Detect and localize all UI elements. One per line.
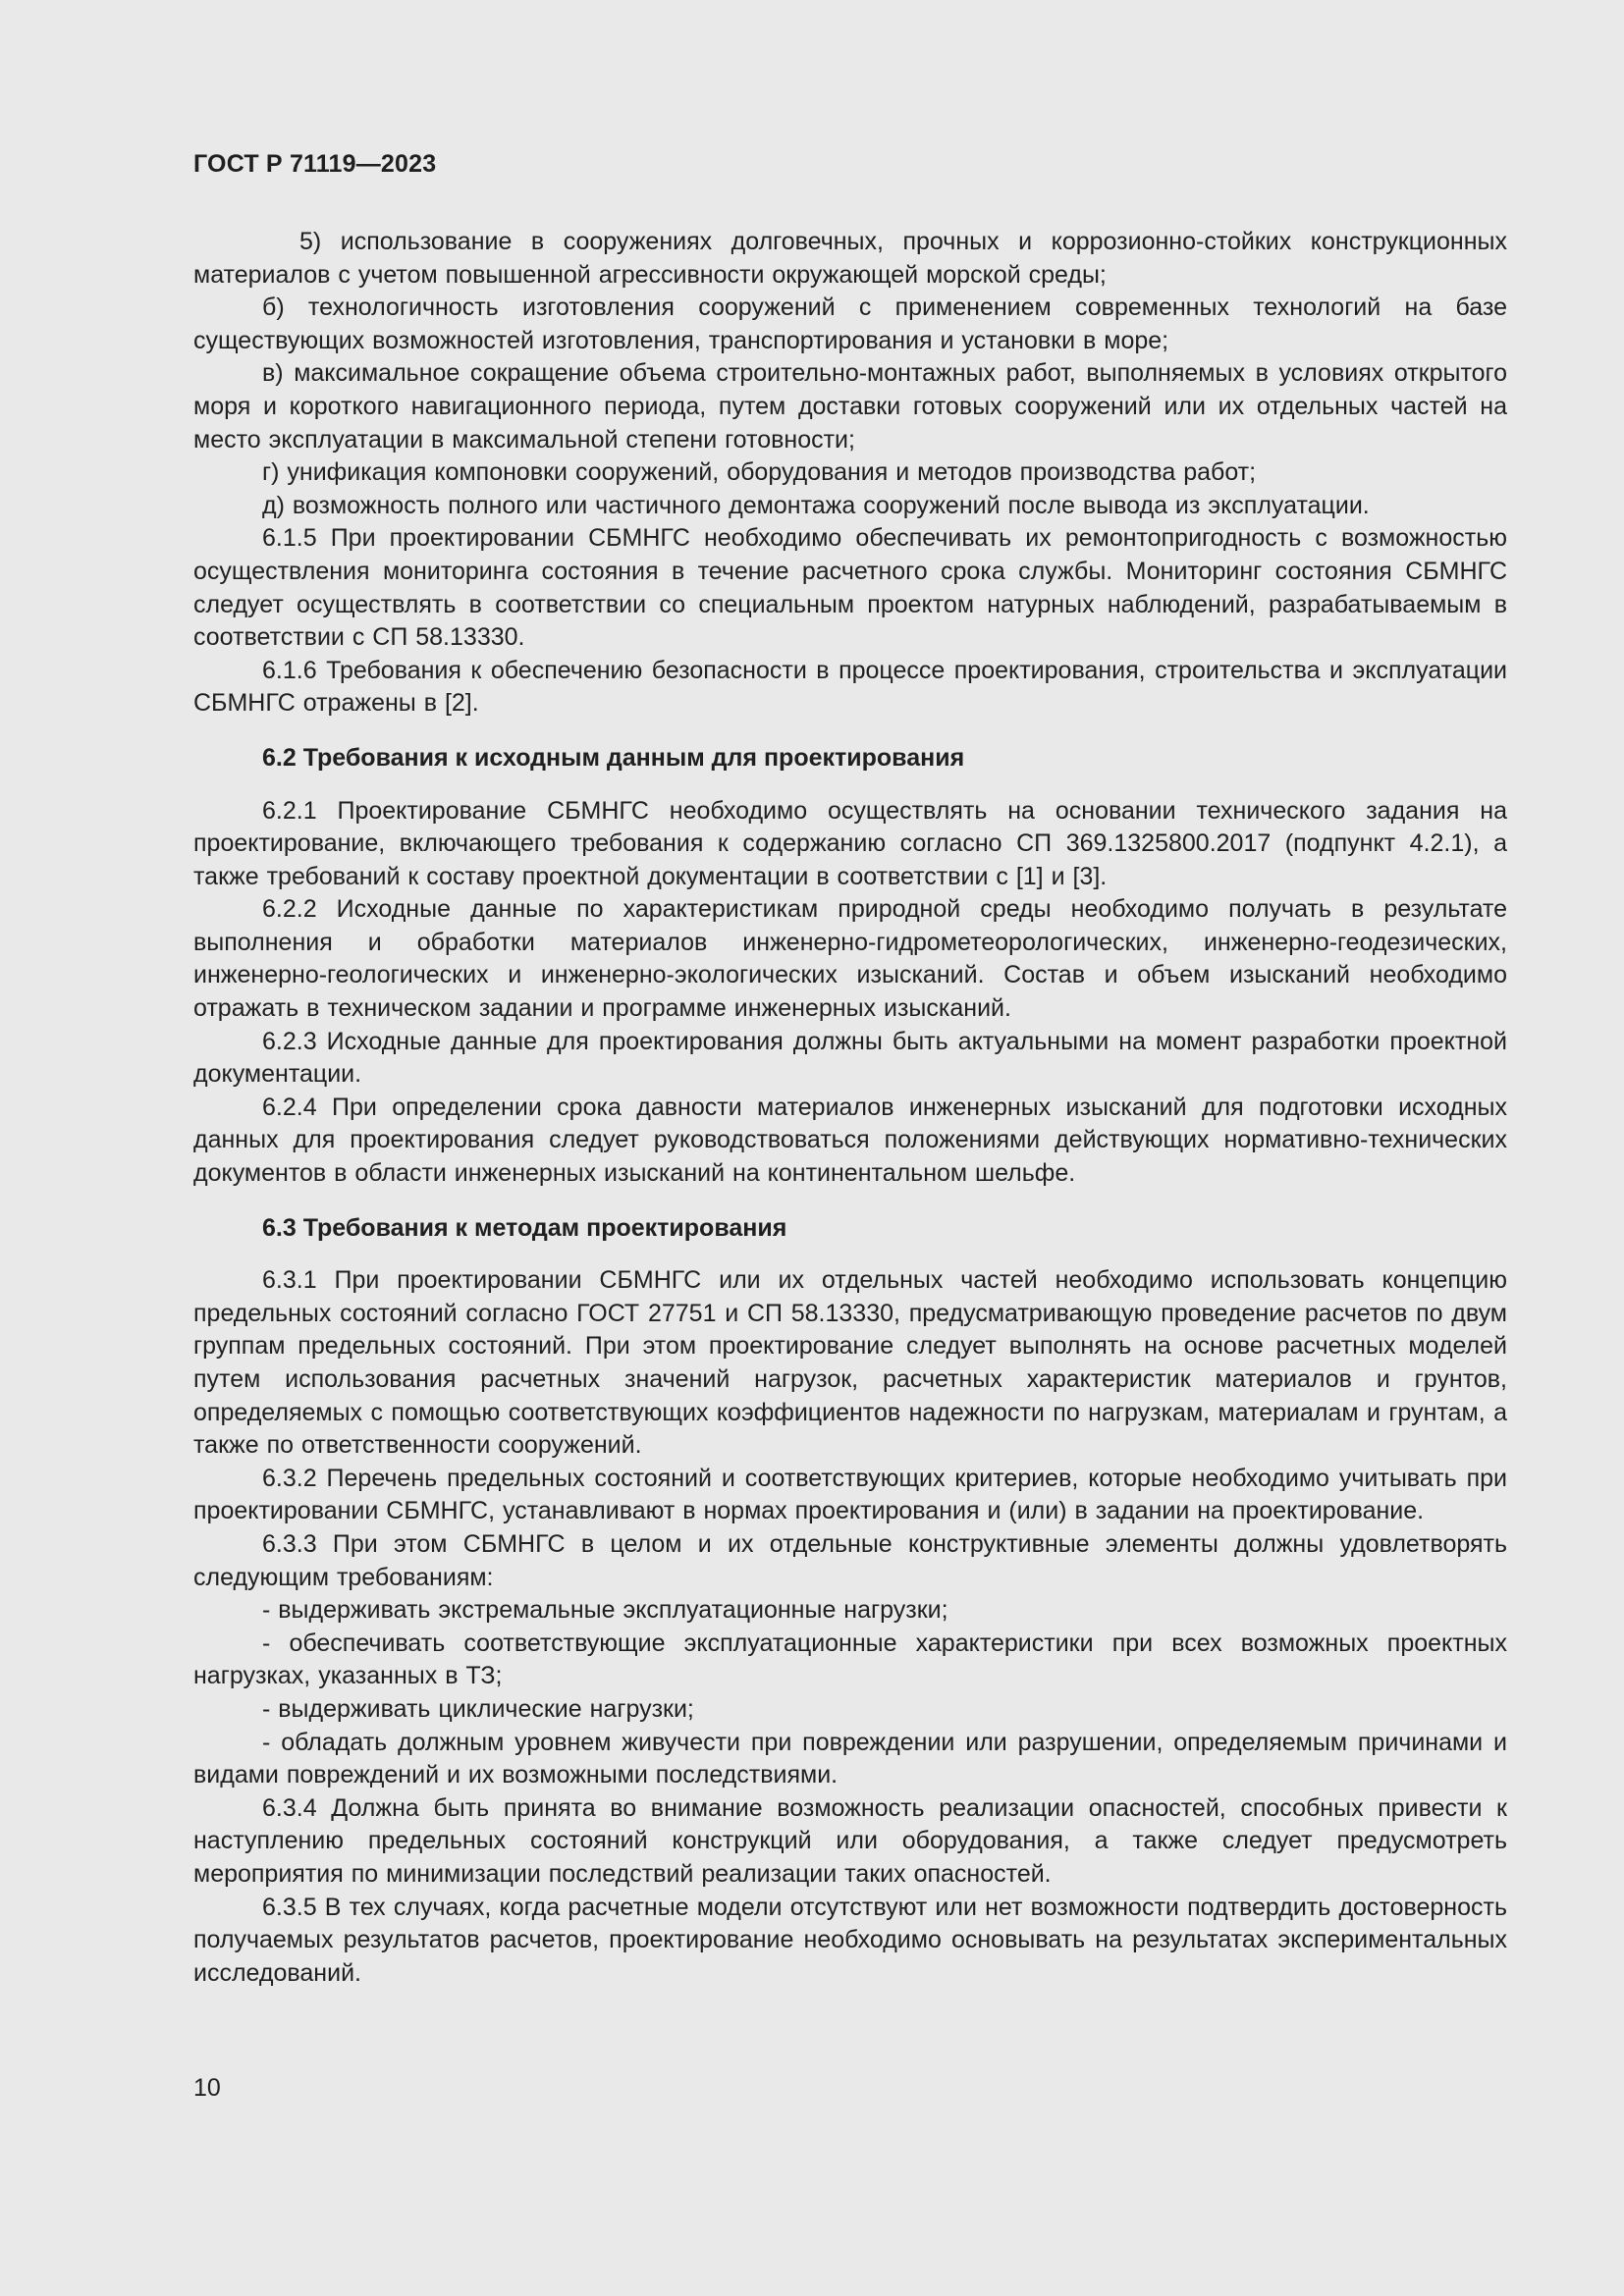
clause-6-3-2: 6.3.2 Перечень предельных состояний и соответствующих критериев, которые необходимо учитывать при проектировании СБМНГС, устанавливают в нормах проектирования и (или) в задании на проектирование. <box>193 1464 1507 1525</box>
requirement-bullet: - обеспечивать соответствующие эксплуатационные характеристики при всех возможных проектных нагрузках, указанных в ТЗ; <box>193 1629 1507 1690</box>
clause-6-2-1: 6.2.1 Проектирование СБМНГС необходимо осуществлять на основании технического задания на проектирование, включающего требования к содержанию согласно СП 369.1325800.2017 (подпункт 4.2.1), а также требований к составу проектной документации в соответствии с [1] и [3]. <box>193 796 1507 890</box>
page-number: 10 <box>193 2074 221 2102</box>
section-6-3-title: 6.3 Требования к методам проектирования <box>262 1213 787 1242</box>
document-code-header: ГОСТ Р 71119—2023 <box>193 150 437 178</box>
list-item-v: в) максимальное сокращение объема строительно-монтажных работ, выполняемых в условиях открытого моря и короткого навигационного периода, путем доставки готовых сооружений или их отдельных частей на место эксплуатации в максимальной степени готовности; <box>193 359 1507 454</box>
list-item-5: 5) использование в сооружениях долговечных, прочных и коррозионно-стойких конструкционных материалов с учетом повышенной агрессивности окружающей морской среды; <box>193 228 1507 289</box>
clause-6-3-4: 6.3.4 Должна быть принята во внимание возможность реализации опасностей, способных привести к наступлению предельных состояний конструкций или оборудования, а также следует предусмотреть мероприятия по минимизации последствий реализации таких опасностей. <box>193 1793 1507 1888</box>
list-item-b: б) технологичность изготовления сооружений с применением современных технологий на базе существующих возможностей изготовления, транспортирования и установки в море; <box>193 294 1507 354</box>
section-6-3-body <box>193 1264 1507 1990</box>
section-6-2-body <box>193 795 1507 1191</box>
requirement-bullet: - выдерживать циклические нагрузки; <box>262 1694 694 1723</box>
clause-6-3-5: 6.3.5 В тех случаях, когда расчетные модели отсутствуют или нет возможности подтвердить достоверность получаемых результатов расчетов, проектирование необходимо основывать на результатах экспериментальных исследований. <box>193 1893 1507 1987</box>
intro-list <box>193 226 1507 721</box>
clause-6-2-3: 6.2.3 Исходные данные для проектирования должны быть актуальными на момент разработки проектной документации. <box>193 1027 1507 1089</box>
clause-6-3-3: 6.3.3 При этом СБМНГС в целом и их отдельные конструктивные элементы должны удовлетворять следующим требованиям: <box>193 1529 1507 1591</box>
list-item-d: д) возможность полного или частичного демонтажа сооружений после вывода из эксплуатации. <box>262 491 1370 519</box>
clause-6-1-5: 6.1.5 При проектировании СБМНГС необходимо обеспечивать их ремонтопригодность с возможностью осуществления мониторинга состояния в течение расчетного срока службы. Мониторинг состояния СБМНГС следует осуществлять в соответствии со специальным проектом натурных наблюдений, разрабатываемым в соответствии с СП 58.13330. <box>193 524 1507 652</box>
clause-6-2-4: 6.2.4 При определении срока давности материалов инженерных изысканий для подготовки исходных данных для проектирования следует руководствоваться положениями действующих нормативно-технических документов в области инженерных изысканий на континентальном шельфе. <box>193 1093 1507 1188</box>
document-page <box>193 147 1507 1990</box>
clause-6-1-6: 6.1.6 Требования к обеспечению безопасности в процессе проектирования, строительства и эксплуатации СБМНГС отражены в [2]. <box>193 656 1507 718</box>
list-item-g: г) унификация компоновки сооружений, оборудования и методов производства работ; <box>262 458 1257 487</box>
requirement-bullet: - выдерживать экстремальные эксплуатационные нагрузки; <box>262 1596 948 1625</box>
requirement-bullet: - обладать должным уровнем живучести при повреждении или разрушении, определяемым причинами и видами повреждений и их возможными последствиями. <box>193 1728 1507 1789</box>
clause-6-2-2: 6.2.2 Исходные данные по характеристикам природной среды необходимо получать в результате выполнения и обработки материалов инженерно-гидрометеорологических, инженерно-геодезических, инженерно-геологических и инженерно-экологических изысканий. Состав и объем изысканий необходимо отражать в техническом задании и программе инженерных изысканий. <box>193 895 1507 1023</box>
section-6-2-title: 6.2 Требования к исходным данным для проектирования <box>262 743 965 772</box>
clause-6-3-1: 6.3.1 При проектировании СБМНГС или их отдельных частей необходимо использовать концепцию предельных состояний согласно ГОСТ 27751 и СП 58.13330, предусматривающую проведение расчетов по двум группам предельных состояний. При этом проектирование следует выполнять на основе расчетных моделей путем использования расчетных значений нагрузок, расчетных характеристик материалов и грунтов, определяемых с помощью соответствующих коэффициентов надежности по нагрузкам, материалам и грунтам, а также по ответственности сооружений. <box>193 1266 1507 1460</box>
